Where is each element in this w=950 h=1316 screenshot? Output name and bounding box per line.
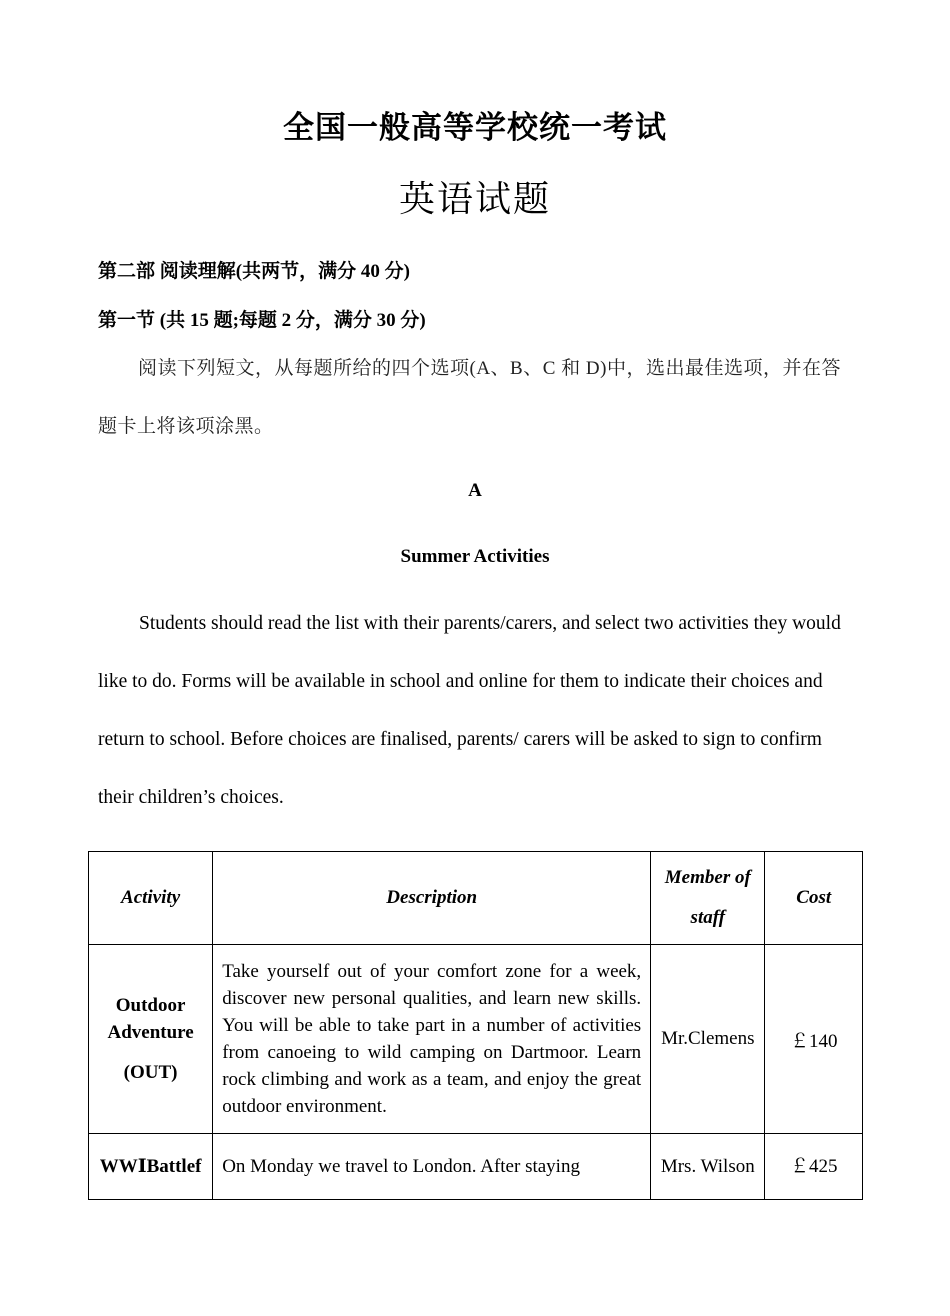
subsection-heading: 第一节 (共 15 题;每题 2 分，满分 30 分): [98, 310, 426, 331]
cost-cell: ￡425: [765, 1134, 863, 1200]
passage-intro: Students should read the list with their parents/carers, and select two activities they would like to do. Forms will be available in school and online for them to indicate their choices and return to school. Before choices are finalised, parents/ carers will be asked to sign to confirm their children’s choices.: [98, 613, 841, 808]
activity-code: (OUT): [123, 1062, 178, 1083]
description-cell: Take yourself out of your comfort zone for a week, discover new personal qualities, and learn new skills. You will be able to take part in a number of activities from canoeing to wild camping on Dartmoor. Learn rock climbing and work as a team, and enjoy the great outdoor environment.: [213, 945, 651, 1134]
part-heading: 第二部 阅读理解(共两节，满分 40 分): [98, 261, 410, 282]
cost-cell: ￡140: [765, 945, 863, 1134]
header-cost: Cost: [765, 852, 863, 945]
table-header-row: [89, 852, 863, 945]
instructions: 阅读下列短文，从每题所给的四个选项(A、B、C 和 D)中，选出最佳选项，并在答题卡上将该项涂黑。: [98, 358, 841, 437]
exam-title: 全国一般高等学校统一考试: [283, 110, 667, 145]
header-staff: Member of staff: [651, 852, 765, 945]
table-row: [89, 945, 863, 1134]
activity-cell: WWⅠBattlef: [89, 1134, 213, 1200]
table-row: [89, 1134, 863, 1200]
header-activity: Activity: [89, 852, 213, 945]
activity-cell: [89, 945, 213, 1134]
passage-label: A: [468, 480, 482, 501]
description-cell: On Monday we travel to London. After staying: [213, 1134, 651, 1200]
activity-name: Outdoor Adventure: [107, 995, 194, 1043]
exam-subject-title: 英语试题: [398, 179, 551, 219]
staff-cell: Mrs. Wilson: [651, 1134, 765, 1200]
activities-table: [88, 851, 863, 1200]
header-description: Description: [213, 852, 651, 945]
staff-cell: Mr.Clemens: [651, 945, 765, 1134]
passage-title: Summer Activities: [400, 546, 550, 567]
